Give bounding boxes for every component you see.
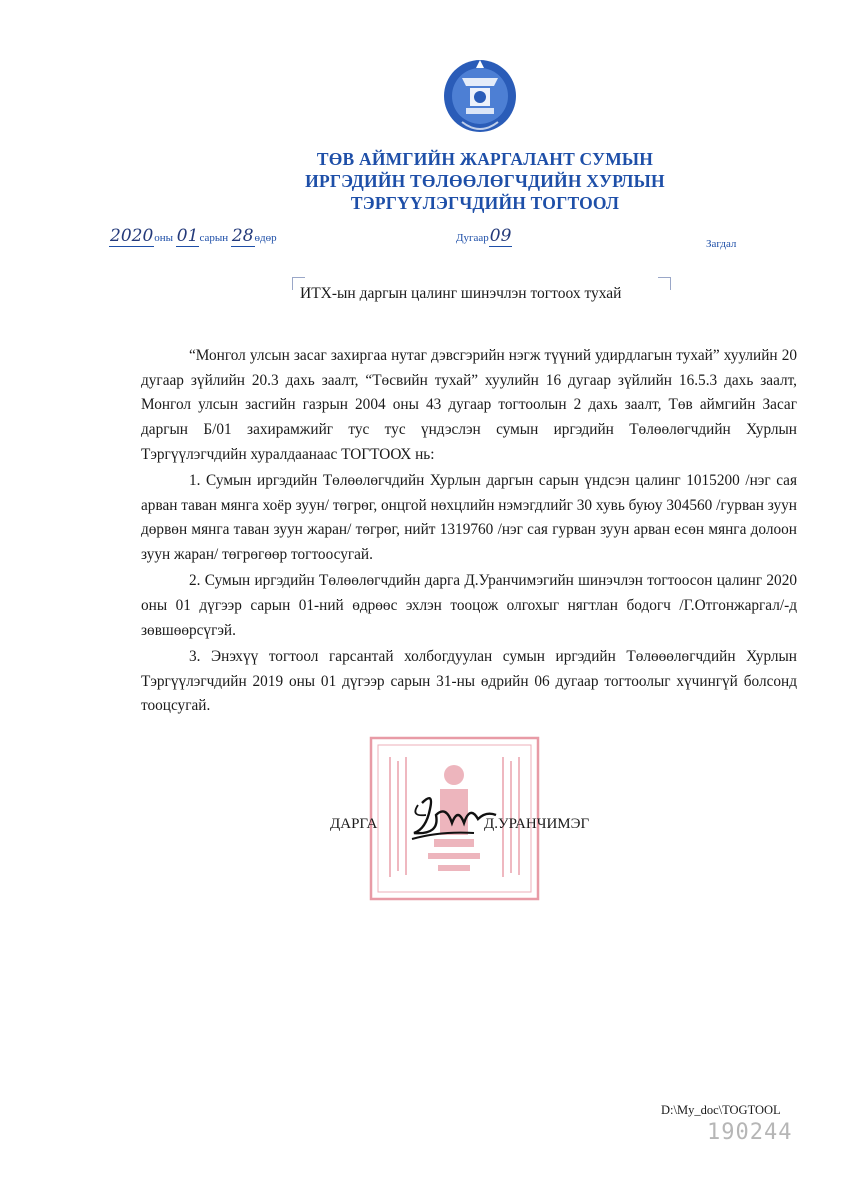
number-line <box>456 226 512 246</box>
date-year: 2020 <box>110 226 154 246</box>
date-month: 01 <box>176 226 199 246</box>
file-path: D:\My_doc\TOGTOOL <box>661 1103 781 1117</box>
preamble-paragraph: “Монгол улсын засаг захиргаа нутаг дэвсгэрийн нэгж түүний удирдлагын тухай” хуулийн 20 дугаар зүйлийн 20.3 дахь заалт, “Төсвийн тухай” хуулийн 16 дугаар зүйлийн 16.5.3 дахь заалт, Монгол улсын засгийн газрын 2004 оны 43 дугаар тогтоолын 2 дахь заалт, Төв аймгийн Засаг даргын Б/01 захирамжийг тус тус үндэслэн сумын иргэдийн Төлөөлөгчдийн Хурлын Тэргүүлэгчдийн хуралдаанаас ТОГТООХ нь: <box>141 347 797 463</box>
state-emblem-icon <box>440 56 520 142</box>
day-label: өдөр <box>254 232 277 244</box>
item-1-paragraph: 1. Сумын иргэдийн Төлөөлөгчдийн Хурлын даргын сарын үндсэн цалинг 1015200 /нэг сая арван таван мянга хоёр зуун/ төгрөг, онцгой нөхцлийн нэмэгдлийг 30 хувь буюу 304560 /гурван зуун дөрвөн мянга таван зуун жаран/ төгрөг, нийт 1319760 /нэг сая гурван зуун арван есөн мянга долоон зуун жаран/ төгрөгөөр тогтоосугай. <box>141 472 797 564</box>
header-line-2: ИРГЭДИЙН ТӨЛӨӨЛӨГЧДИЙН ХУРЛЫН <box>305 171 665 191</box>
document-number: 09 <box>489 226 512 246</box>
signatory-title: ДАРГА <box>330 816 378 832</box>
header-line-1: ТӨВ АЙМГИЙН ЖАРГАЛАНТ СУМЫН <box>316 149 654 169</box>
signatory-name: Д.УРАНЧИМЭГ <box>484 816 590 832</box>
item-2-paragraph: 2. Сумын иргэдийн Төлөөлөгчдийн дарга Д.Уранчимэгийн шинэчлэн тогтоосон цалинг 2020 оны 01 дүгээр сарын 01-ний өдрөөс эхлэн тооцож олгохыг нягтлан бодогч /Г.Отгонжаргал/-д зөвшөөрсүгэй. <box>141 572 797 639</box>
header-line-3: ТЭРГҮҮЛЭГЧДИЙН ТОГТООЛ <box>350 193 620 213</box>
year-label: оны <box>154 232 174 244</box>
place-line <box>706 238 736 250</box>
date-day: 28 <box>231 226 254 246</box>
place-label: Загдал <box>706 238 737 250</box>
document-title: ИТХ-ын даргын цалинг шинэчлэн тогтоох тухай <box>300 285 622 302</box>
date-line <box>109 226 277 246</box>
month-label: сарын <box>199 232 229 244</box>
document-body <box>141 344 797 721</box>
number-label: Дугаар <box>456 232 489 244</box>
archive-stamp-number: 190244 <box>707 1120 793 1145</box>
item-3-paragraph: 3. Энэхүү тогтоол гарсантай холбогдуулан сумын иргэдийн Төлөөөлөгчдийн Хурлын Тэргүүлэгчдийн 2019 оны 01 дүгээр сарын 31-ны өдрийн 06 дугаар тогтоолыг хүчингүй болсонд тооцсугай. <box>141 647 797 715</box>
document-header <box>240 148 730 214</box>
